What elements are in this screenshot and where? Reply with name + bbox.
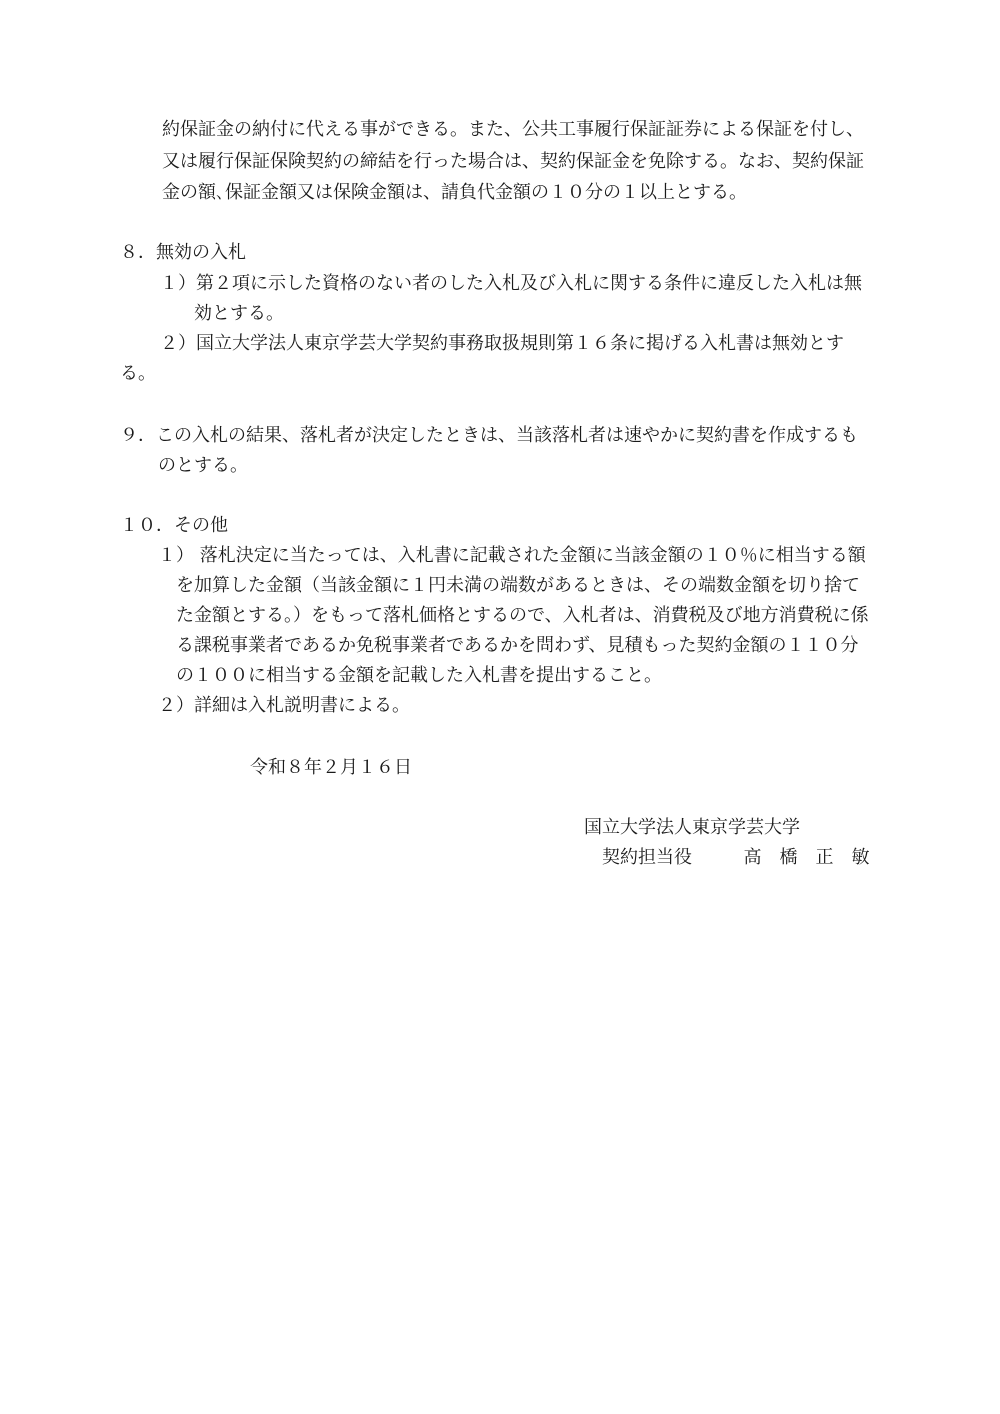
section-8-heading: ８．無効の入札 (120, 242, 246, 263)
document-date: 令和８年２月１６日 (250, 757, 412, 778)
section-9-line-2: のとする。 (158, 455, 248, 476)
section-10-item-1-line-3: た金額とする。）をもって落札価格とするので、入札者は、消費税及び地方消費税に係 (176, 605, 869, 626)
section-10-item-1-line-5: の１００に相当する金額を記載した入札書を提出すること。 (176, 665, 662, 686)
section-8-item-1-line-2: 効とする。 (194, 303, 284, 324)
section-10-item-1-line-1: １） 落札決定に当たっては、入札書に記載された金額に当該金額の１０％に相当する額 (158, 545, 866, 566)
continuation-line-1: 約保証金の納付に代える事ができる。また、公共工事履行保証証券による保証を付し、 (162, 119, 864, 140)
section-10-item-1-line-2: を加算した金額（当該金額に１円未満の端数があるときは、その端数金額を切り捨て (176, 575, 860, 596)
section-8-item-2-line-2: る。 (120, 363, 156, 384)
signature-title: 契約担当役 (602, 847, 692, 868)
signature-organization: 国立大学法人東京学芸大学 (584, 817, 800, 838)
section-8-item-1-line-1: １）第２項に示した資格のない者のした入札及び入札に関する条件に違反した入札は無 (160, 273, 862, 294)
section-10-item-1-line-4: る課税事業者であるか免税事業者であるかを問わず、見積もった契約金額の１１０分 (176, 635, 859, 656)
continuation-line-2: 又は履行保証保険契約の締結を行った場合は、契約保証金を免除する。なお、契約保証 (162, 151, 864, 172)
continuation-line-3: 金の額､保証金額又は保険金額は、請負代金額の１０分の１以上とする。 (162, 182, 747, 203)
section-10-item-2: ２）詳細は入札説明書による。 (158, 695, 410, 716)
signature-name: 高 橋 正 敏 (743, 847, 870, 868)
section-8-item-2-line-1: ２）国立大学法人東京学芸大学契約事務取扱規則第１６条に掲げる入札書は無効とす (160, 333, 844, 354)
section-9-line-1: ９．この入札の結果、落札者が決定したときは、当該落札者は速やかに契約書を作成するも (120, 425, 858, 446)
section-10-heading: １０．その他 (120, 515, 228, 536)
signature-title-row (602, 846, 869, 870)
